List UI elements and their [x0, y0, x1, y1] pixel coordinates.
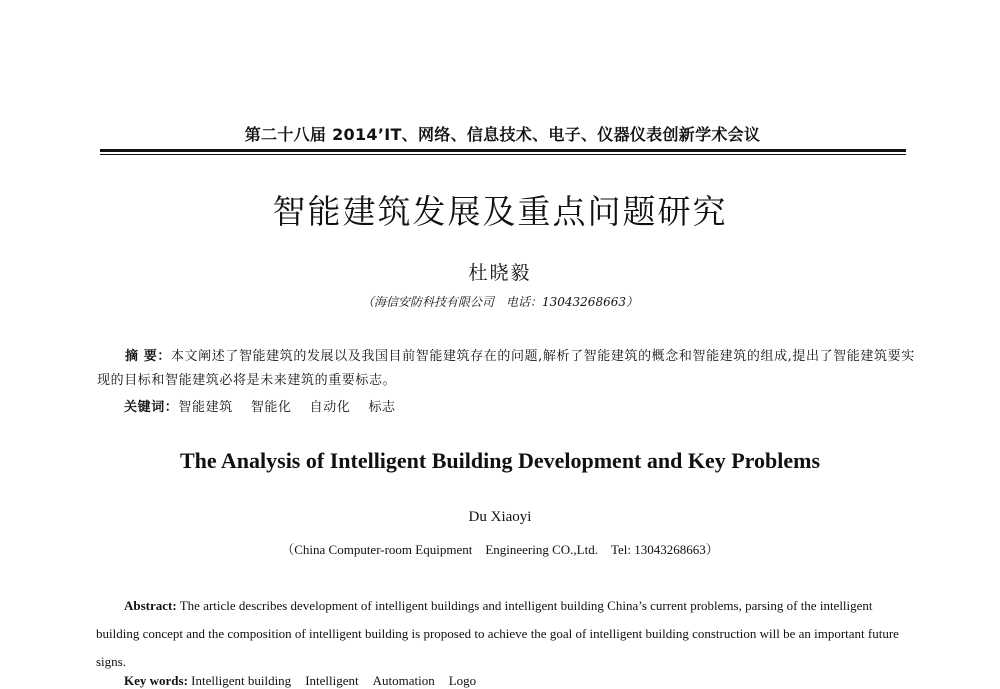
- chinese-author: 杜晓毅: [468, 262, 532, 284]
- chinese-keyword: 智能建筑: [178, 400, 233, 415]
- chinese-keyword: 智能化: [250, 400, 292, 415]
- conference-header: 第二十八届 2014’IT、网络、信息技术、电子、仪器仪表创新学术会议: [244, 125, 761, 144]
- chinese-keywords-label: 关键词：: [124, 400, 179, 415]
- chinese-keyword: 标志: [368, 400, 396, 415]
- english-keywords-label: Key words:: [124, 673, 188, 688]
- chinese-abstract: [97, 345, 917, 393]
- english-abstract: [96, 592, 908, 676]
- chinese-title: 智能建筑发展及重点问题研究: [272, 192, 728, 231]
- english-keyword: Intelligent: [305, 673, 359, 688]
- english-affiliation: （China Computer-room Equipment Engineering CO.,Ltd. Tel: 13043268663）: [281, 542, 719, 557]
- english-abstract-text: The article describes development of intelligent buildings and intelligent building China’s current problems, parsing of the intelligent building concept and the composition of intelligent building is proposed to achieve the goal of intelligent building construction will be an important future signs.: [96, 598, 899, 669]
- english-abstract-label: Abstract:: [124, 598, 177, 613]
- english-author: Du Xiaoyi: [468, 509, 532, 525]
- english-keywords: [124, 673, 490, 689]
- english-keyword: Logo: [448, 673, 477, 688]
- english-keyword: Automation: [372, 673, 435, 688]
- header-rule-thin: [100, 154, 906, 155]
- chinese-keyword: 自动化: [309, 400, 351, 415]
- chinese-abstract-text: 本文阐述了智能建筑的发展以及我国目前智能建筑存在的问题,解析了智能建筑的概念和智能建筑的组成,提出了智能建筑要实现的目标和智能建筑必将是未来建筑的重要标志。: [97, 349, 915, 388]
- chinese-keywords: [124, 396, 414, 415]
- chinese-affiliation: （海信安防科技有限公司 电话：13043268663）: [362, 295, 638, 309]
- english-keyword: Intelligent building: [191, 673, 292, 688]
- chinese-abstract-label: 摘 要：: [125, 349, 171, 364]
- header-rule-thick: [100, 149, 906, 152]
- english-title: The Analysis of Intelligent Building Development and Key Problems: [179, 448, 821, 473]
